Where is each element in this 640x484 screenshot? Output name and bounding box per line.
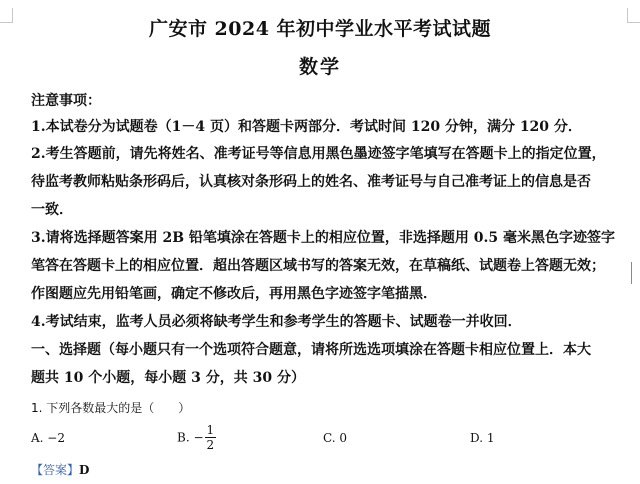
notice-line-1: 1.本试卷分为试题卷（1－4 页）和答题卡两部分．考试时间 120 分钟，满分 120 分． <box>31 119 582 135</box>
notice-line-8: 4.考试结束，监考人员必须将缺考学生和参考学生的答题卡、试题卷一并收回． <box>31 314 522 330</box>
exam-title: 广安市 2024 年初中学业水平考试试题 <box>148 18 492 40</box>
answer-line <box>31 461 89 478</box>
option-a-value: −2 <box>47 431 65 445</box>
option-d: D. 1 <box>470 431 495 445</box>
notice-heading: 注意事项： <box>31 93 101 109</box>
notice-line-2: 2.考生答题前，请先将姓名、准考证号等信息用黑色墨迹签字笔填写在答题卡上的指定位置， <box>31 146 606 162</box>
answer-tag: 【答案】 <box>31 463 80 477</box>
notice-line-7: 作图题应先用铅笔画，确定不修改后，再用黑色字迹签字笔描黑． <box>31 286 437 302</box>
section-heading-line-2: 题共 10 个小题，每小题 3 分，共 30 分） <box>31 370 305 386</box>
notice-line-4: 一致． <box>31 202 73 218</box>
option-b-denominator: 2 <box>206 438 215 452</box>
page-edge-mark <box>631 262 632 284</box>
notice-line-3: 待监考教师粘贴条形码后，认真核对条形码上的姓名、准考证号与自己准考证上的信息是否 <box>31 174 591 190</box>
notice-line-6: 笔答在答题卡上的相应位置．超出答题区域书写的答案无效，在草稿纸、试题卷上答题无效； <box>31 258 605 274</box>
option-b <box>177 423 216 452</box>
option-a-label: A. <box>31 431 48 445</box>
option-c: C. 0 <box>323 431 348 445</box>
option-a <box>31 431 65 445</box>
option-b-numerator: 1 <box>206 423 215 437</box>
option-b-sign: − <box>193 430 204 445</box>
answer-value: D <box>79 463 90 477</box>
notice-line-5: 3.请将选择题答案用 2B 铅笔填涂在答题卡上的相应位置，非选择题用 0.5 毫米黑色字迹签字 <box>31 230 616 246</box>
section-heading-line-1: 一、选择题（每小题只有一个选项符合题意，请将所选选项填涂在答题卡相应位置上．本大 <box>31 342 591 358</box>
option-b-label: B. <box>177 430 194 445</box>
exam-subject: 数学 <box>298 56 341 78</box>
option-b-fraction <box>205 423 217 452</box>
question-1-stem: 1. 下列各数最大的是（ ） <box>31 401 191 415</box>
